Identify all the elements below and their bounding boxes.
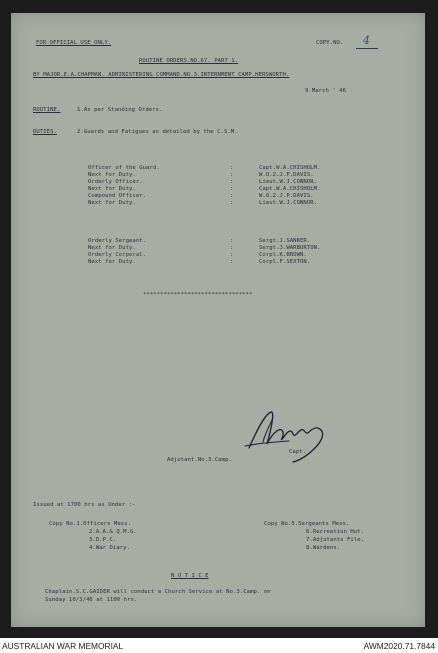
roster-name: Lieut.W.J.CONNOR. bbox=[259, 179, 318, 185]
roster-role: Next for Duty. bbox=[88, 259, 136, 265]
roster-separator: : bbox=[230, 200, 234, 206]
roster-role: Orderly Corporal. bbox=[88, 252, 147, 258]
routine-heading: ROUTINE. bbox=[33, 107, 61, 113]
roster-role: Next for Duty. bbox=[88, 200, 136, 206]
routine-text: 1.As per Standing Orders. bbox=[77, 107, 163, 113]
distribution-item: 2.A.A.& Q.M.G. bbox=[89, 529, 137, 535]
roster-name: Sergt.J.WARBURTON. bbox=[259, 245, 321, 251]
roster-separator: : bbox=[230, 172, 234, 178]
roster-name: W.O.2.J.P.DAVIS. bbox=[259, 172, 314, 178]
roster-role: Next for Duty. bbox=[88, 172, 136, 178]
distribution-item: Copy No.1.Officers Mess. bbox=[49, 521, 132, 527]
signatory-title: Adjutant.No.3.Camp. bbox=[167, 457, 232, 463]
roster-separator: : bbox=[230, 245, 234, 251]
document-page bbox=[11, 13, 425, 627]
roster-separator: : bbox=[230, 179, 234, 185]
roster-name: Corpl.K.BROWN. bbox=[259, 252, 307, 258]
signatory-rank: Capt. bbox=[289, 449, 307, 455]
archive-credit: AUSTRALIAN WAR MEMORIAL bbox=[2, 641, 124, 651]
roster-separator: : bbox=[230, 186, 234, 192]
roster-separator: : bbox=[230, 252, 234, 258]
notice-text-line-2: Sunday 10/3/46 at 1100 hrs. bbox=[45, 597, 138, 603]
roster-separator: : bbox=[230, 193, 234, 199]
roster-role: Orderly Officer. bbox=[88, 179, 143, 185]
section-separator: ******************************** bbox=[143, 292, 253, 298]
roster-role: Compound Officer. bbox=[88, 193, 147, 199]
copy-number-handwritten: 4 bbox=[363, 34, 370, 47]
distribution-item: 7.Adjutants File. bbox=[306, 537, 365, 543]
duties-text: 2.Guards and Fatigues as detailed by the C.S.M. bbox=[77, 129, 238, 135]
archive-footer bbox=[0, 639, 438, 653]
notice-heading: N O T I C E bbox=[171, 573, 209, 579]
roster-name: Corpl.F.SEXTON. bbox=[259, 259, 311, 265]
roster-name: Lieut.W.J.CONNOR. bbox=[259, 200, 318, 206]
roster-role: Next for Duty. bbox=[88, 186, 136, 192]
distribution-item: Copy No.5.Sergeants Mess. bbox=[264, 521, 350, 527]
roster-role: Orderly Sergeant. bbox=[88, 238, 147, 244]
copy-number-label: COPY.NO. bbox=[316, 40, 344, 46]
distribution-item: 6.Recreation Hut. bbox=[306, 529, 365, 535]
distribution-item: 4.War Diary. bbox=[89, 545, 131, 551]
roster-separator: : bbox=[230, 165, 234, 171]
roster-role: Officer of the Guard. bbox=[88, 165, 160, 171]
roster-name: Capt.W.A.CHISHOLM. bbox=[259, 165, 321, 171]
classification-label: FOR OFFICIAL USE ONLY. bbox=[36, 40, 112, 46]
roster-name: W.O.2.J.P.DAVIS. bbox=[259, 193, 314, 199]
roster-name: Sergt.J.SANKER. bbox=[259, 238, 311, 244]
document-date: 9 March ' 46 bbox=[305, 88, 347, 94]
document-title: ROUTINE ORDERS.NO.67. PART 1. bbox=[139, 58, 239, 64]
notice-text-line-1: Chaplain.S.C.GAIDER will conduct a Church Service at No.3.Camp. on bbox=[45, 589, 271, 595]
roster-role: Next for Duty. bbox=[88, 245, 136, 251]
roster-separator: : bbox=[230, 238, 234, 244]
archive-accession-number: AWM2020.71.7844 bbox=[363, 641, 435, 651]
distribution-heading: Issued at 1700 hrs as Under :- bbox=[33, 502, 136, 508]
issuing-authority: BY MAJOR.E.A.CHAPMAN. ADMINISTERING COMMAND.NO.3.INTERNMENT CAMP.HERSWORTH. bbox=[33, 72, 290, 78]
distribution-item: 3.D.P.C. bbox=[89, 537, 117, 543]
copy-number-underline bbox=[356, 48, 378, 49]
duties-heading: DUTIES. bbox=[33, 129, 57, 135]
roster-separator: : bbox=[230, 259, 234, 265]
distribution-item: 8.Wardens. bbox=[306, 545, 341, 551]
roster-name: Capt.W.A.CHISHOLM. bbox=[259, 186, 321, 192]
